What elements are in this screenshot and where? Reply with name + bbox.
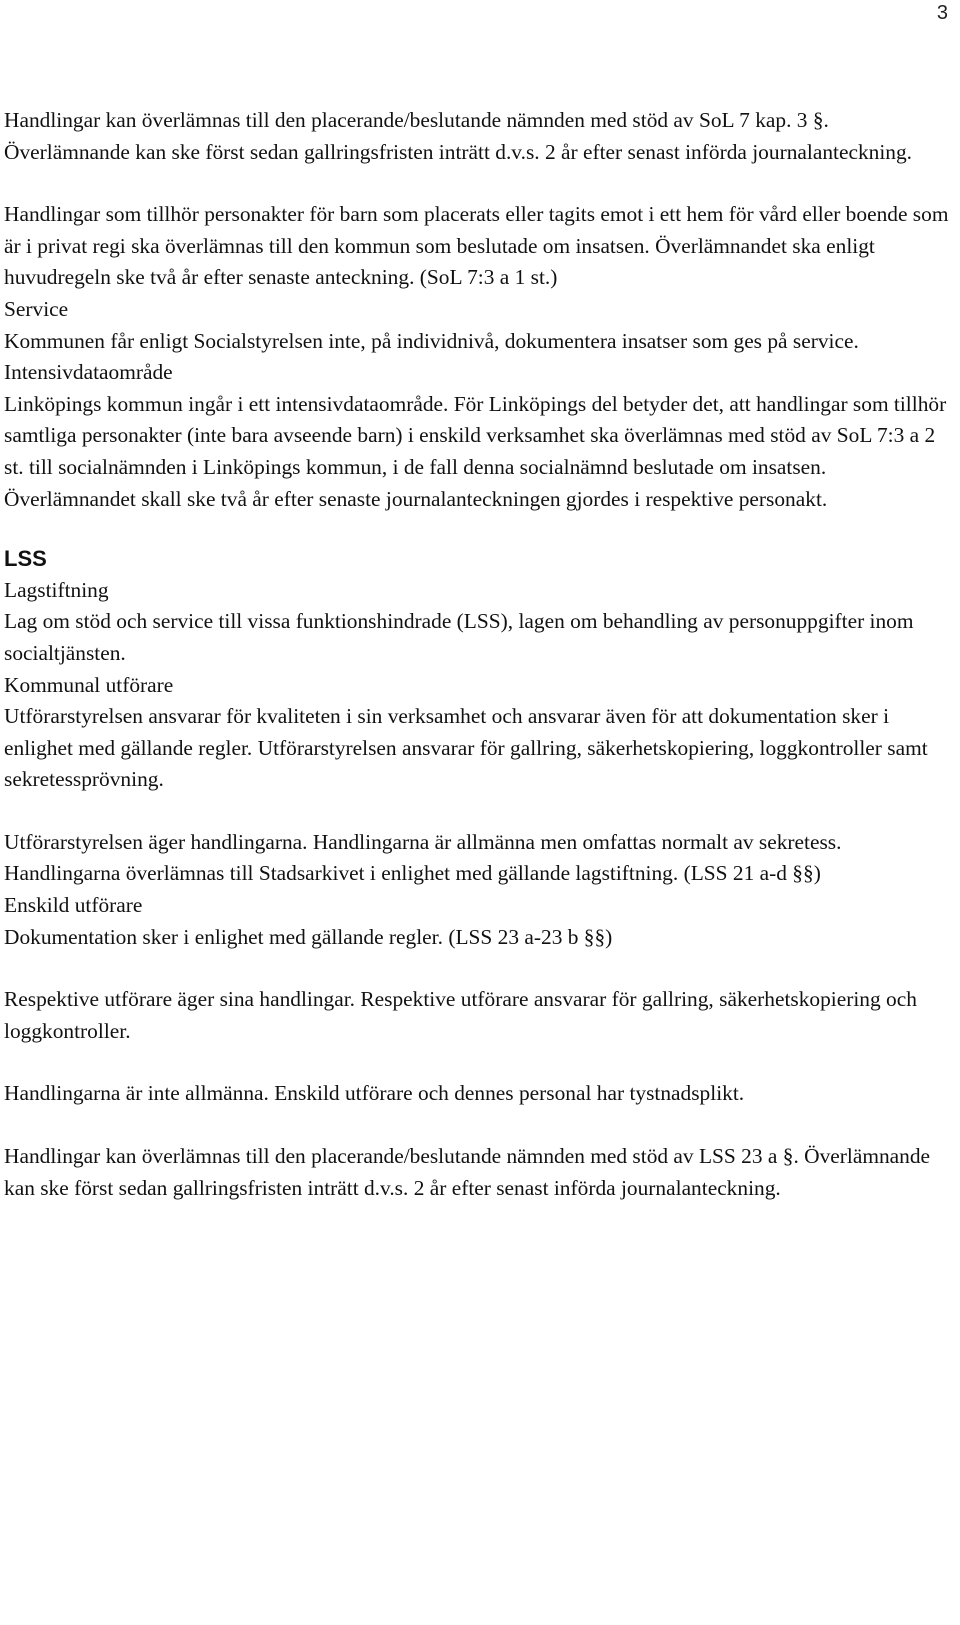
- heading-lagstiftning: Lagstiftning: [4, 577, 109, 602]
- paragraph-lagstiftning: Lag om stöd och service till vissa funktionshindrade (LSS), lagen om behandling av personuppgifter inom socialtjänsten.: [4, 609, 914, 665]
- document-body: [4, 105, 952, 1204]
- heading-service: Service: [4, 296, 69, 321]
- paragraph-kommunal-handlingar: Utförarstyrelsen äger handlingarna. Handlingarna är allmänna men omfattas normalt av sekretess. Handlingarna överlämnas till Stadsarkivet i enlighet med gällande lagstiftning. (LSS 21 a-d §§): [4, 829, 842, 886]
- heading-intensivdataomrade: Intensivdataområde: [4, 360, 173, 385]
- paragraph-enskild-dokumentation: Dokumentation sker i enlighet med gällande regler. (LSS 23 a-23 b §§): [4, 924, 613, 949]
- heading-lss: LSS: [4, 546, 47, 572]
- page-number: 3: [936, 2, 948, 24]
- paragraph-enskild-overlamnande: Handlingar kan överlämnas till den placerande/beslutande nämnden med stöd av LSS 23 a §. Överlämnande kan ske först sedan gallringsfristen inträtt d.v.s. 2 år efter senast införda journalanteckning.: [4, 1144, 931, 1200]
- heading-kommunal-utforare: Kommunal utförare: [4, 672, 174, 697]
- paragraph-intensivdataomrade: Linköpings kommun ingår i ett intensivdataområde. För Linköpings del betyder det, att handlingar som tillhör samtliga personakter (inte bara avseende barn) i enskild verksamhet ska överlämnas med stöd av SoL 7:3 a 2 st. till socialnämnden i Linköpings kommun, i de fall denna socialnämnd beslutade om insatsen. Överlämnandet skall ske två år efter senaste journalanteckningen gjordes i respektive personakt.: [4, 391, 947, 511]
- heading-enskild-utforare: Enskild utförare: [4, 893, 143, 918]
- paragraph-personakter-barn: Handlingar som tillhör personakter för barn som placerats eller tagits emot i ett hem för vård eller boende som är i privat regi ska överlämnas till den kommun som beslutade om insatsen. Överlämnandet ska enligt huvudregeln ske två år efter senaste anteckning. (SoL 7:3 a 1 st.): [4, 202, 949, 290]
- paragraph-service: Kommunen får enligt Socialstyrelsen inte, på individnivå, dokumentera insatser som ges på service.: [4, 328, 859, 353]
- paragraph-enskild-tystnadsplikt: Handlingarna är inte allmänna. Enskild utförare och dennes personal har tystnadsplikt.: [4, 1081, 745, 1106]
- paragraph-kommunal-ansvar: Utförarstyrelsen ansvarar för kvaliteten i sin verksamhet och ansvarar även för att dokumentation sker i enlighet med gällande regler. Utförarstyrelsen ansvarar för gallring, säkerhetskopiering, loggkontroller samt sekretessprövning.: [4, 704, 928, 792]
- paragraph-enskild-ansvar: Respektive utförare äger sina handlingar. Respektive utförare ansvarar för gallring, säkerhetskopiering och loggkontroller.: [4, 987, 917, 1043]
- paragraph-sol-overlamnande: Handlingar kan överlämnas till den placerande/beslutande nämnden med stöd av SoL 7 kap. 3 §. Överlämnande kan ske först sedan gallringsfristen inträtt d.v.s. 2 år efter senast införda journalanteckning.: [4, 108, 913, 164]
